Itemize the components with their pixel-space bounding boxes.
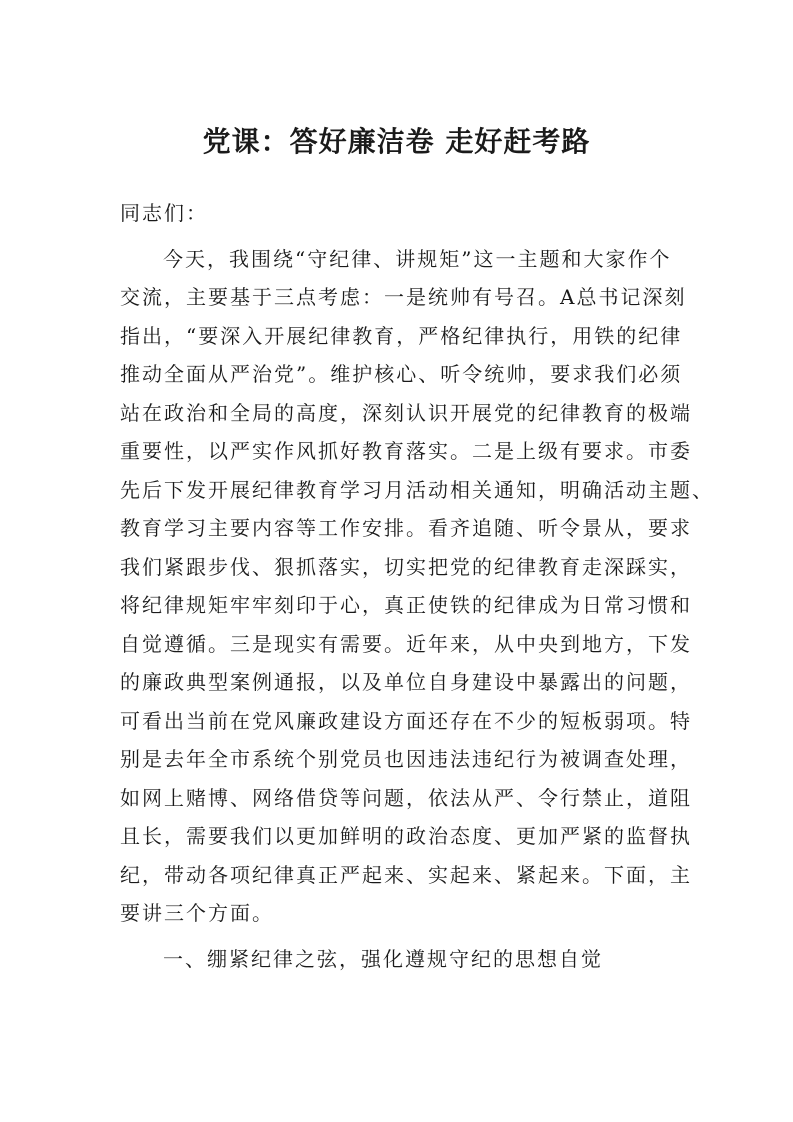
body-line: 今天，我围绕“守纪律、讲规矩”这一主题和大家作个	[163, 247, 672, 271]
body-line: 先后下发开展纪律教育学习月活动相关通知，明确活动主题、	[120, 478, 714, 502]
body-line: 站在政治和全局的高度，深刻认识开展党的纪律教育的极端	[120, 401, 692, 425]
salutation: 同志们：	[120, 201, 208, 225]
body-line: 纪，带动各项纪律真正严起来、实起来、紧起来。下面，主	[120, 863, 692, 887]
body-line: 可看出当前在党风廉政建设方面还存在不少的短板弱项。特	[120, 709, 692, 733]
body-line: 别是去年全市系统个别党员也因违法违纪行为被调查处理，	[120, 747, 692, 771]
body-line: 将纪律规矩牢牢刻印于心，真正使铁的纪律成为日常习惯和	[120, 593, 692, 617]
body-line: 且长，需要我们以更加鲜明的政治态度、更加严紧的监督执	[120, 824, 692, 848]
body-line: 如网上赌博、网络借贷等问题，依法从严、令行禁止，道阻	[120, 786, 692, 810]
body-line: 自觉遵循。三是现实有需要。近年来，从中央到地方，下发	[120, 632, 692, 656]
body-line: 要讲三个方面。	[120, 901, 274, 925]
body-line: 指出，“要深入开展纪律教育，严格纪律执行，用铁的纪律	[120, 324, 683, 348]
body-line: 我们紧跟步伐、狠抓落实，切实把党的纪律教育走深踩实，	[120, 555, 692, 579]
body-line: 推动全面从严治党”。维护核心、听令统帅，要求我们必须	[120, 362, 683, 386]
body-line: 交流，主要基于三点考虑：一是统帅有号召。A总书记深刻	[120, 285, 687, 309]
section-heading: 一、绷紧纪律之弦，强化遵规守纪的思想自觉	[163, 947, 603, 971]
body-line: 教育学习主要内容等工作安排。看齐追随、听令景从，要求	[120, 516, 692, 540]
document-title: 党课：答好廉洁卷 走好赶考路	[202, 125, 591, 158]
body-line: 的廉政典型案例通报，以及单位自身建设中暴露出的问题，	[120, 670, 692, 694]
body-line: 重要性，以严实作风抓好教育落实。二是上级有要求。市委	[120, 439, 692, 463]
